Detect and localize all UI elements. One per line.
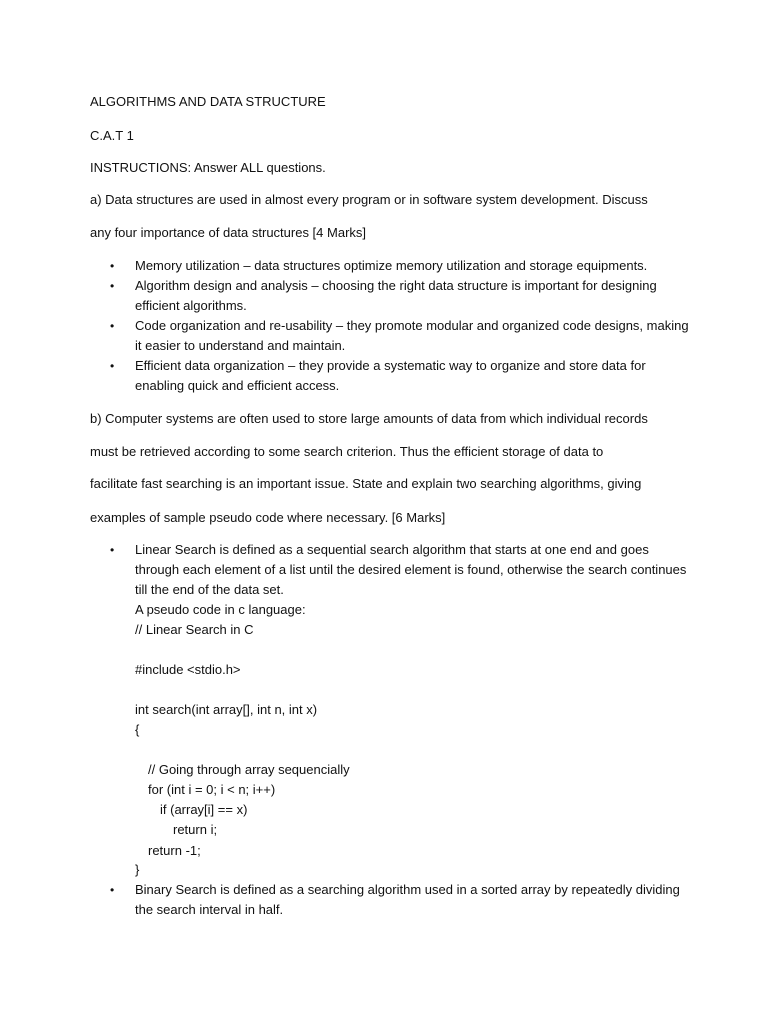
pseudo-code-intro: A pseudo code in c language: xyxy=(135,602,306,617)
linear-search-description: Linear Search is defined as a sequential search algorithm that starts at one end and goes through each element of a list until the desired element is found, otherwise the search continues till the end of the data set. xyxy=(135,542,687,597)
code-for-line: for (int i = 0; i < n; i++) xyxy=(148,782,276,797)
instructions: INSTRUCTIONS: Answer ALL questions. xyxy=(90,160,326,175)
answer-a-1: Memory utilization – data structures optimize memory utilization and storage equipments. xyxy=(135,258,648,273)
code-close-brace: } xyxy=(135,862,140,877)
document-subtitle: C.A.T 1 xyxy=(90,128,134,143)
code-signature: int search(int array[], int n, int x) xyxy=(135,702,318,717)
code-comment: // Linear Search in C xyxy=(135,622,254,637)
question-b-line-4: examples of sample pseudo code where necessary. [6 Marks] xyxy=(90,510,446,525)
code-loop-comment: // Going through array sequencially xyxy=(148,762,350,777)
code-if-line: if (array[i] == x) xyxy=(160,802,248,817)
bullet-icon: • xyxy=(110,543,115,557)
question-b-line-2: must be retrieved according to some search criterion. Thus the efficient storage of data to xyxy=(90,444,604,459)
document-title: ALGORITHMS AND DATA STRUCTURE xyxy=(90,94,326,109)
question-a-line-2: any four importance of data structures [4 Marks] xyxy=(90,225,367,240)
question-b-line-1: b) Computer systems are often used to store large amounts of data from which individual records xyxy=(90,411,648,426)
bullet-icon: • xyxy=(110,319,115,333)
answer-a-2: Algorithm design and analysis – choosing the right data structure is important for designing efficient algorithms. xyxy=(135,278,657,313)
code-return-neg: return -1; xyxy=(148,843,201,858)
bullet-icon: • xyxy=(110,259,115,273)
bullet-icon: • xyxy=(110,359,115,373)
code-return-i: return i; xyxy=(173,822,218,837)
question-a-line-1: a) Data structures are used in almost every program or in software system development. Discuss xyxy=(90,192,648,207)
bullet-icon: • xyxy=(110,279,115,293)
code-open-brace: { xyxy=(135,722,140,737)
answer-a-3: Code organization and re-usability – they promote modular and organized code designs, making it easier to understand and maintain. xyxy=(135,318,689,353)
answer-a-4: Efficient data organization – they provide a systematic way to organize and store data for enabling quick and efficient access. xyxy=(135,358,646,393)
binary-search-description: Binary Search is defined as a searching algorithm used in a sorted array by repeatedly dividing the search interval in half. xyxy=(135,882,680,917)
code-include: #include <stdio.h> xyxy=(135,662,241,677)
question-b-line-3: facilitate fast searching is an important issue. State and explain two searching algorithms, giving xyxy=(90,476,642,491)
bullet-icon: • xyxy=(110,883,115,897)
